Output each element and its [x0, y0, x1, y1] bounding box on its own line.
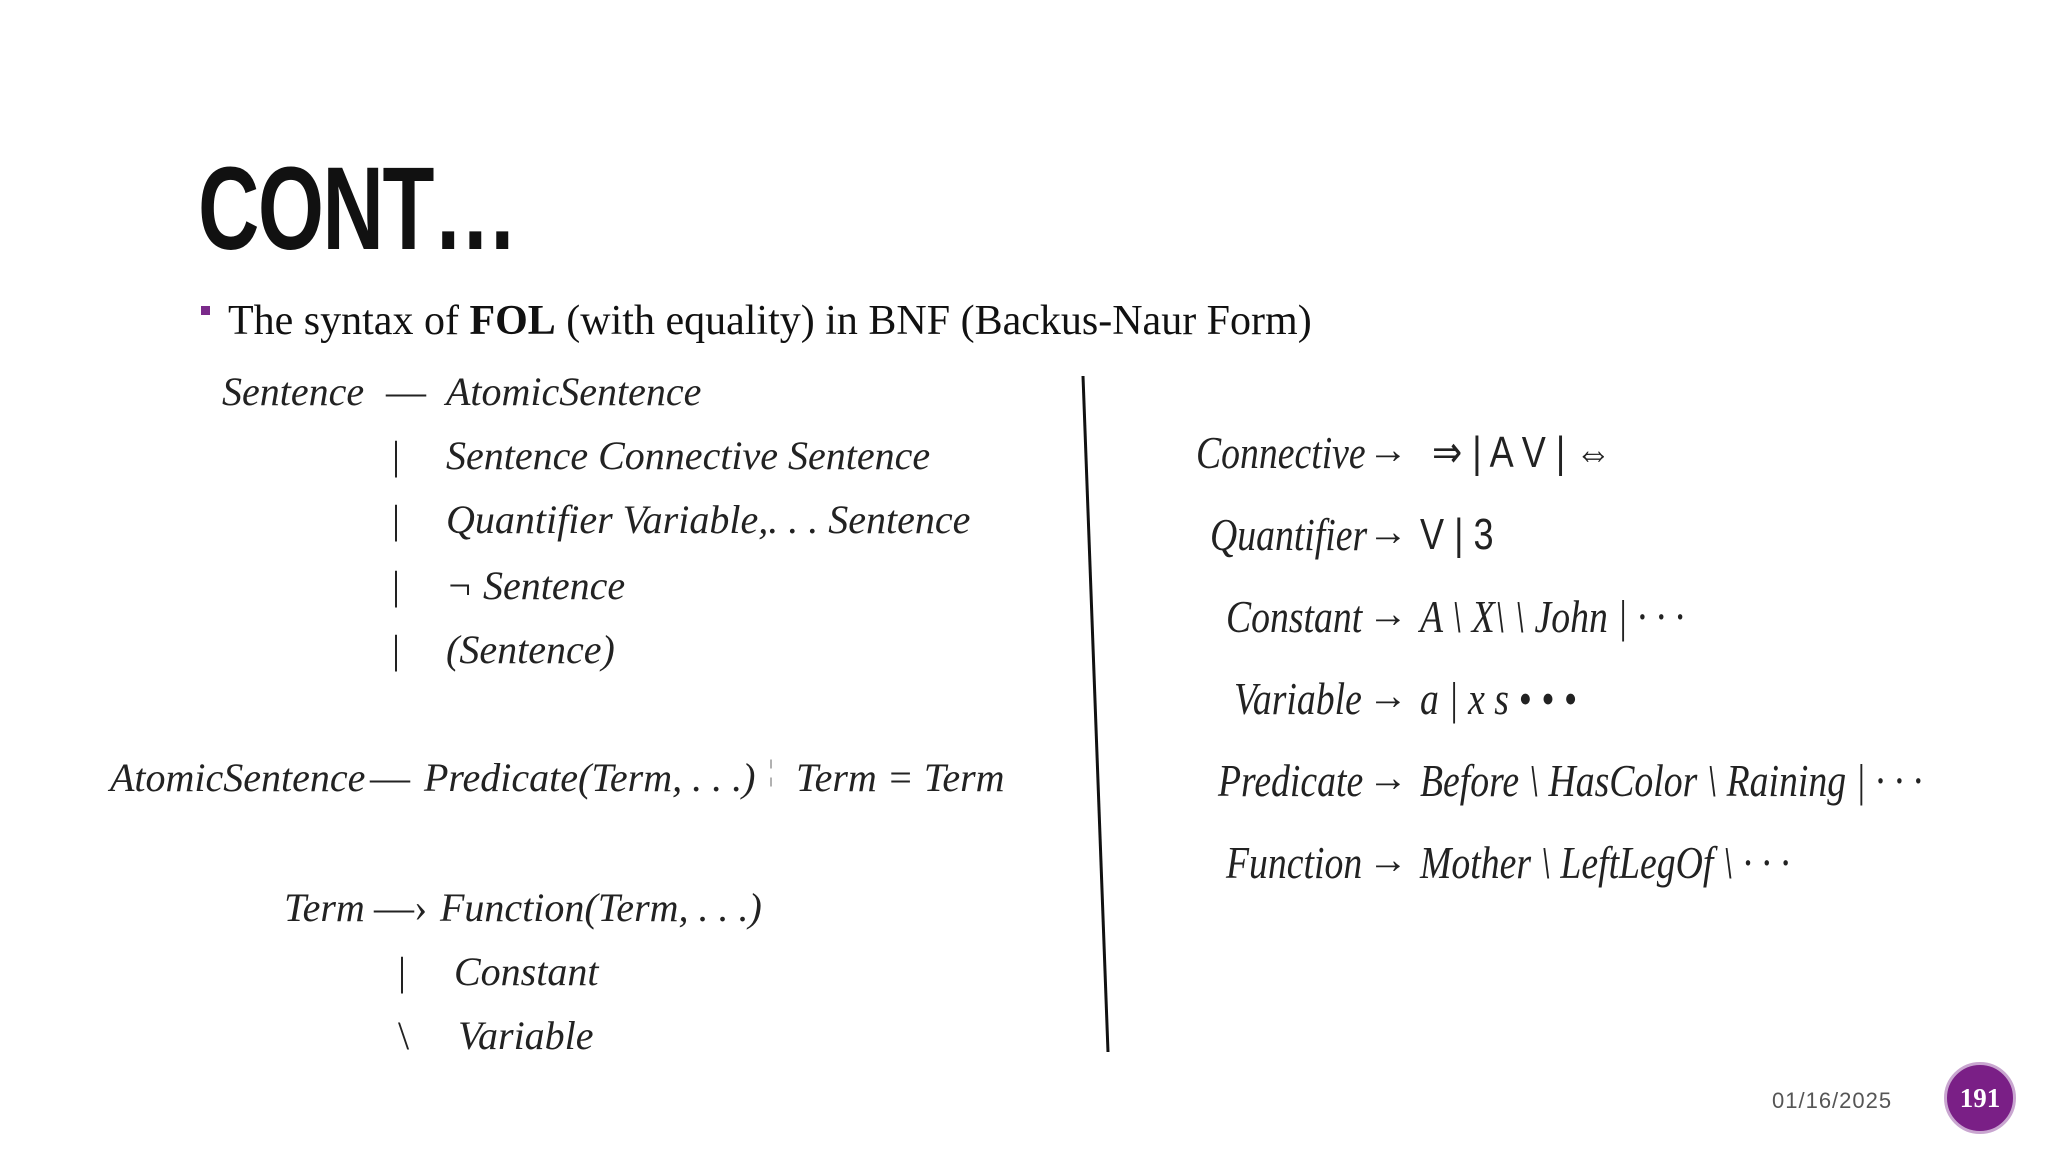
sentence-rule-4: ¬ Sentence: [446, 563, 626, 608]
bullet-text-pre: The syntax of: [228, 298, 470, 344]
slide-title: CONT…: [198, 143, 517, 275]
divider-line: [1083, 376, 1108, 1052]
right-arrow-quantifier: →: [1368, 509, 1408, 554]
term-rule-2: Constant: [454, 949, 599, 994]
right-lhs-quantifier: Quantifier: [1210, 509, 1368, 560]
right-lhs-connective: Connective: [1196, 427, 1366, 478]
right-lhs-predicate: Predicate: [1218, 755, 1364, 806]
right-arrow-constant: →: [1368, 591, 1408, 636]
right-rhs-variable: a | x s • • •: [1420, 673, 1577, 724]
sentence-bar-5: |: [392, 627, 401, 672]
bullet-text-post: (with equality) in BNF (Backus-Naur Form): [555, 298, 1312, 344]
sentence-rule-3: Quantifier Variable,. . . Sentence: [446, 497, 971, 542]
page-number-badge: [1944, 1062, 2016, 1134]
term-arrow: —›: [374, 885, 428, 930]
sentence-rule-2: Sentence Connective Sentence: [446, 433, 931, 478]
term-bar-3: \: [398, 1013, 410, 1058]
right-rhs-constant: A \ X\ \ John | · · ·: [1420, 591, 1685, 642]
right-rhs-connective: ⇒ | A V | ⇔: [1432, 428, 1612, 477]
sentence-rule-5: (Sentence): [446, 627, 615, 672]
slide-date: 01/16/2025: [1772, 1088, 1893, 1113]
right-arrow-connective: →: [1368, 427, 1408, 472]
term-lhs: Term: [284, 885, 365, 930]
right-arrow-variable: →: [1368, 673, 1408, 718]
right-rhs-quantifier: V | 3: [1420, 510, 1494, 559]
page-number: 191: [1959, 1082, 2001, 1113]
term-bar-2: |: [398, 949, 407, 994]
right-lhs-constant: Constant: [1226, 591, 1363, 642]
sentence-bar-3: |: [392, 497, 401, 542]
sentence-arrow: —: [386, 369, 426, 414]
sentence-lhs: Sentence: [222, 369, 365, 414]
sentence-bar-2: |: [392, 433, 401, 478]
right-lhs-variable: Variable: [1234, 673, 1362, 724]
term-rule-3: Variable: [458, 1013, 594, 1058]
right-lhs-function: Function: [1226, 837, 1363, 888]
right-rhs-predicate: Before \ HasColor \ Raining | · · ·: [1420, 755, 1923, 806]
right-rhs-function: Mother \ LeftLegOf \ · · ·: [1420, 837, 1790, 888]
bullet-text-bold: FOL: [469, 298, 556, 344]
term-rule-1: Function(Term, . . .): [440, 885, 762, 930]
atomic-arrow: —: [370, 755, 410, 800]
sentence-bar-4: |: [392, 563, 401, 608]
right-arrow-predicate: →: [1368, 755, 1408, 800]
atomic-lhs: AtomicSentence: [110, 755, 366, 800]
right-arrow-function: →: [1368, 837, 1408, 882]
sentence-rule-1: AtomicSentence: [446, 369, 702, 414]
atomic-rhs-1: Predicate(Term, . . .): [424, 755, 756, 800]
atomic-rhs-2: Term = Term: [796, 755, 1005, 800]
atomic-separator: ¦: [768, 754, 775, 787]
